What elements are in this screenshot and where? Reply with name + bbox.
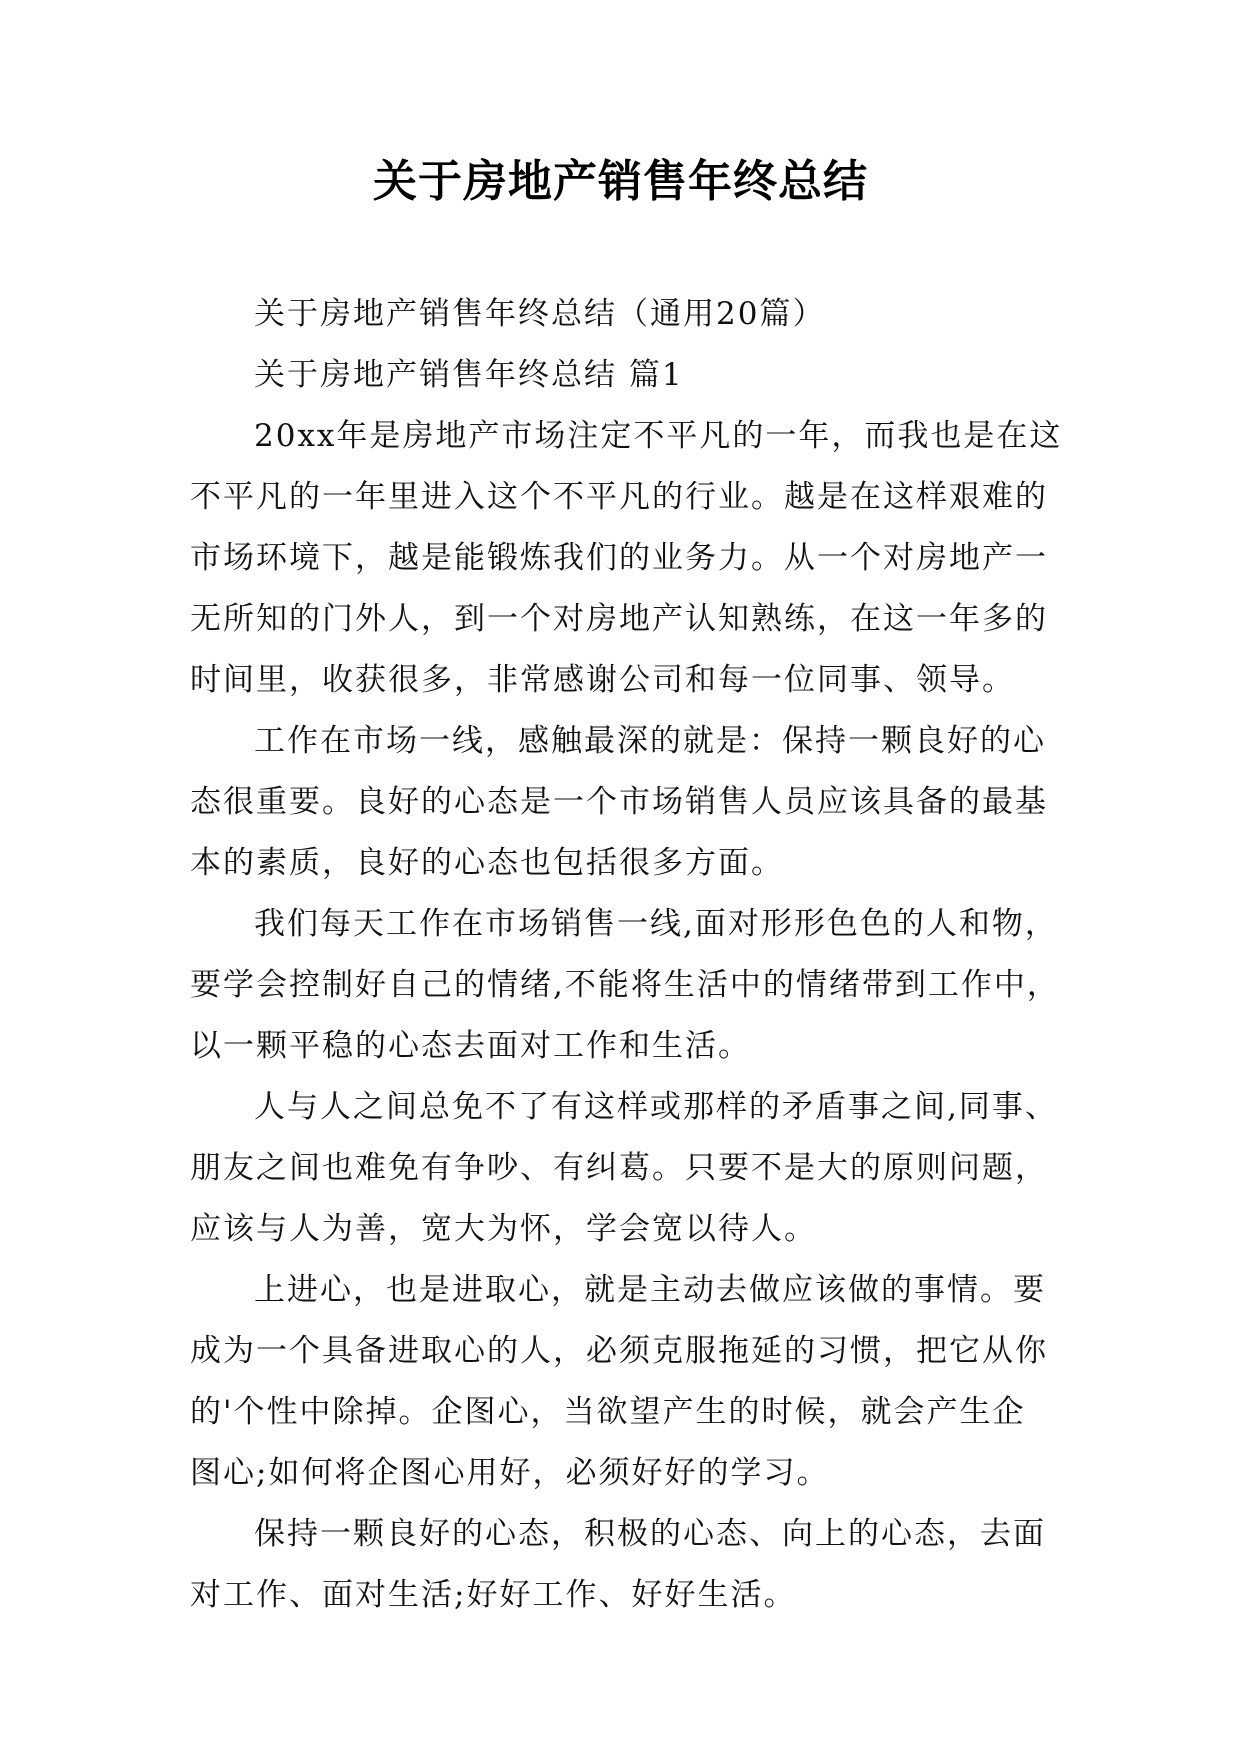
- paragraph-1-line-3: 市场环境下，越是能锻炼我们的业务力。从一个对房地产一: [190, 540, 1048, 576]
- paragraph-1-line-1: 20xx年是房地产市场注定不平凡的一年，而我也是在这: [254, 418, 1063, 454]
- paragraph-4-line-3: 应该与人为善，宽大为怀，学会宽以待人。: [190, 1211, 817, 1247]
- paragraph-5-line-2: 成为一个具备进取心的人，必须克服拖延的习惯，把它从你: [190, 1333, 1048, 1369]
- paragraph-2-line-3: 本的素质，良好的心态也包括很多方面。: [190, 845, 784, 881]
- paragraph-2-line-1: 工作在市场一线，感触最深的就是：保持一颗良好的心: [254, 723, 1046, 759]
- subtitle-line: 关于房地产销售年终总结（通用20篇）: [254, 296, 826, 332]
- document-title: 关于房地产销售年终总结: [373, 156, 868, 207]
- paragraph-6-line-1: 保持一颗良好的心态，积极的心态、向上的心态，去面: [254, 1516, 1046, 1552]
- section-heading: 关于房地产销售年终总结 篇1: [254, 357, 684, 393]
- paragraph-4-line-1: 人与人之间总免不了有这样或那样的矛盾事之间,同事、: [254, 1089, 1058, 1125]
- paragraph-3-line-2: 要学会控制好自己的情绪,不能将生活中的情绪带到工作中，: [190, 967, 1060, 1003]
- paragraph-4-line-2: 朋友之间也难免有争吵、有纠葛。只要不是大的原则问题，: [190, 1150, 1048, 1186]
- paragraph-1-line-5: 时间里，收获很多，非常感谢公司和每一位同事、领导。: [190, 662, 1015, 698]
- paragraph-1-line-4: 无所知的门外人，到一个对房地产认知熟练，在这一年多的: [190, 601, 1048, 637]
- paragraph-5-line-4: 图心;如何将企图心用好，必须好好的学习。: [190, 1455, 830, 1491]
- paragraph-5-line-3: 的'个性中除掉。企图心，当欲望产生的时候，就会产生企: [190, 1394, 1026, 1430]
- paragraph-6-line-2: 对工作、面对生活;好好工作、好好生活。: [190, 1577, 797, 1613]
- paragraph-2-line-2: 态很重要。良好的心态是一个市场销售人员应该具备的最基: [190, 784, 1048, 820]
- document-body: [190, 284, 1065, 1626]
- paragraph-3-line-3: 以一颗平稳的心态去面对工作和生活。: [190, 1028, 751, 1064]
- paragraph-5-line-1: 上进心，也是进取心，就是主动去做应该做的事情。要: [254, 1272, 1046, 1308]
- paragraph-1-line-2: 不平凡的一年里进入这个不平凡的行业。越是在这样艰难的: [190, 479, 1048, 515]
- paragraph-3-line-1: 我们每天工作在市场销售一线,面对形形色色的人和物，: [254, 906, 1058, 942]
